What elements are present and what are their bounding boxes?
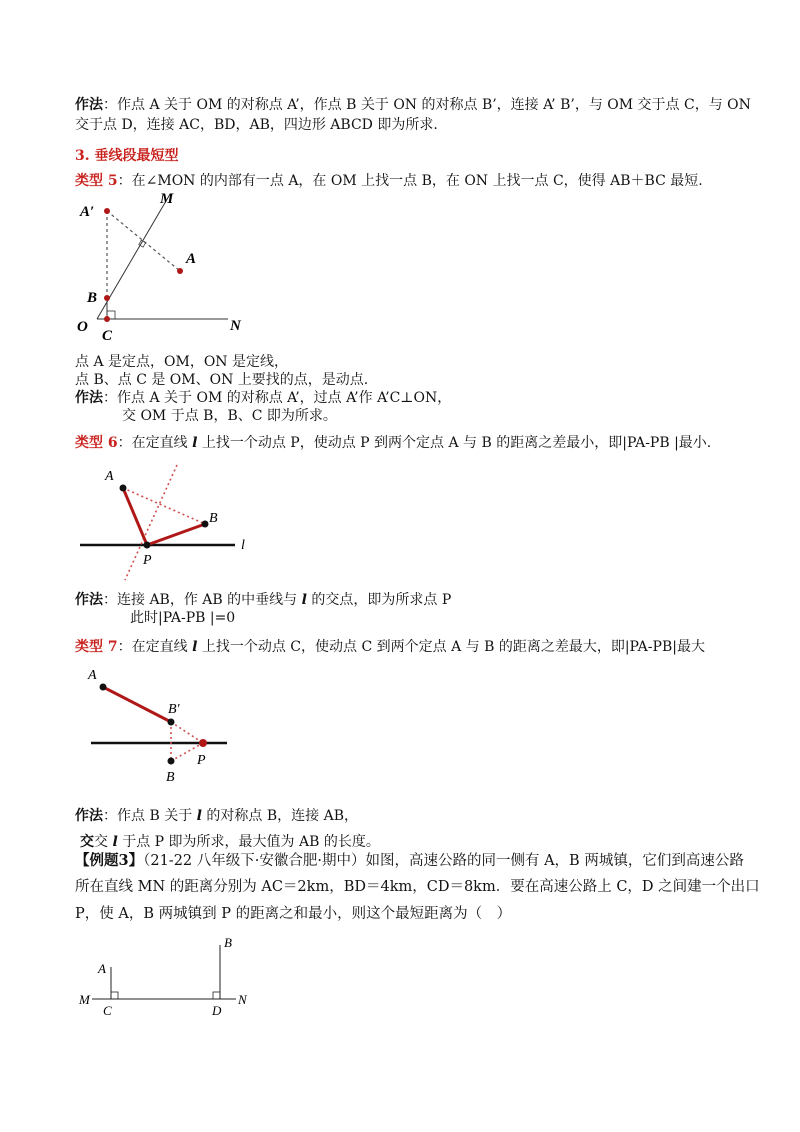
type7-segment-ab1 (103, 687, 171, 722)
type7-method-text-c: 交 (94, 834, 113, 850)
type6-statement (75, 433, 711, 453)
example3-label-d: D (212, 1003, 222, 1018)
type6-segment-pb (147, 524, 205, 545)
type7-dotted-b1-p (171, 722, 203, 743)
type7-point-b1 (168, 719, 175, 726)
example3-label-a: A (98, 961, 106, 976)
type5-point-b (104, 295, 110, 301)
type6-label-l: l (241, 538, 245, 553)
type5-label-b: B (87, 290, 98, 306)
example3-bracket-close: 】 (128, 852, 144, 869)
example3-line-2: 所在直线 MN 的距离分别为 AC＝2km，BD＝4km，CD＝8km．要在高速公路上 C，D 之间建一个出口 (75, 879, 760, 895)
type5-label-m: M (160, 191, 174, 207)
example3-line-1 (75, 851, 744, 871)
type5-label-a1: A′ (80, 204, 95, 220)
intro-text-1: ：作点 A 关于 OM 的对称点 A’，作点 B 关于 ON 的对称点 B’，连接 A’ B’，与 OM 交于点 C，与 ON (103, 97, 751, 113)
type7-method-l: l (196, 808, 202, 824)
example3-right-angle-d (213, 992, 220, 999)
type6-point-a (120, 485, 127, 492)
type5-point-c (104, 316, 110, 322)
type7-label-b: B (166, 770, 175, 785)
type5-method-text-1: ：作点 A 关于 OM 的对称点 A’，过点 A’作 A’C⊥ON， (103, 390, 452, 406)
type5-figure (70, 188, 270, 348)
type6-segment-pa (123, 488, 147, 545)
type6-label: 类型 6 (75, 435, 118, 451)
example3-label: 例题3 (89, 852, 129, 869)
type5-label-a: A (186, 251, 197, 267)
section-3-title: 3. 垂线段最短型 (75, 148, 179, 164)
type6-method-line-1 (75, 590, 451, 610)
example3-bracket-open: 【 (75, 852, 90, 869)
type6-text-a: ：在定直线 (117, 435, 193, 451)
type7-method-l2: l (112, 834, 118, 850)
type7-label-b1: B′ (168, 702, 180, 717)
type6-method-text-a: ：连接 AB，作 AB 的中垂线与 (103, 592, 302, 608)
type6-method-l: l (301, 592, 307, 608)
type5-label-c: C (102, 328, 113, 344)
type6-method-line-2: 此时|PA-PB |=0 (130, 610, 236, 626)
type5-note-1: 点 A 是定点，OM，ON 是定线， (75, 354, 289, 370)
type5-label-o: O (77, 319, 88, 335)
type7-point-a (100, 684, 107, 691)
type5-method-label: 作法 (75, 390, 103, 406)
type5-label: 类型 5 (75, 173, 118, 189)
type5-method-line-2: 交 OM 于点 B，B、C 即为所求。 (122, 408, 337, 424)
example3-right-angle-c (111, 992, 118, 999)
example3-figure (78, 935, 263, 1025)
type7-label: 类型 7 (75, 639, 118, 655)
type7-method-jiao: 交 (80, 834, 94, 850)
intro-line-1 (75, 95, 751, 115)
type6-label-p: P (143, 553, 152, 568)
type6-label-a: A (105, 469, 114, 484)
type5-method-line-1 (75, 388, 451, 408)
type5-point-a1 (104, 208, 110, 214)
type7-label-p: P (197, 753, 206, 768)
example3-label-b: B (224, 935, 232, 950)
type6-point-p (144, 542, 151, 549)
type6-label-b: B (209, 511, 218, 526)
type7-method-text-a: ：作点 B 关于 (103, 808, 197, 824)
intro-line-2: 交于点 D，连接 AC，BD，AB，四边形 ABCD 即为所求. (75, 117, 438, 133)
type6-method-label: 作法 (75, 592, 103, 608)
example3-label-c: C (103, 1003, 112, 1018)
type7-method-line-2 (80, 832, 380, 852)
type7-method-line-1 (75, 806, 358, 826)
type7-method-label: 作法 (75, 808, 103, 824)
type7-text-l: l (192, 639, 198, 655)
example3-label-m: M (79, 992, 90, 1007)
type7-method-text-b: 的对称点 B，连接 AB， (201, 808, 359, 824)
type6-method-text-b: 的交点，即为所求点 P (306, 592, 452, 608)
type5-dashed-a1-a (107, 211, 180, 271)
type6-point-b (202, 521, 209, 528)
example3-text-1: （21-22 八年级下·安徽合肥·期中）如图，高速公路的同一侧有 A，B 两城镇，它们到高速公路 (143, 853, 744, 869)
type7-text-a: ：在定直线 (117, 639, 193, 655)
type5-label-n: N (230, 318, 241, 334)
type6-figure (75, 460, 265, 585)
type7-statement (75, 637, 705, 657)
type7-method-text-d: 于点 P 即为所求，最大值为 AB 的长度。 (117, 834, 380, 850)
example3-label-n: N (238, 992, 247, 1007)
type7-figure (85, 665, 245, 790)
example3-line-3: P，使 A，B 两城镇到 P 的距离之和最小，则这个最短距离为（ ） (75, 906, 512, 922)
type5-text: ：在∠MON 的内部有一点 A，在 OM 上找一点 B，在 ON 上找一点 C，使得 AB＋BC 最短. (117, 173, 703, 189)
type7-text-b: 上找一个动点 C，使动点 C 到两个定点 A 与 B 的距离之差最大，即|PA-PB|最大 (197, 639, 705, 655)
type7-point-p (199, 739, 207, 747)
type7-label-a: A (88, 668, 97, 683)
type7-point-b (168, 758, 175, 765)
type5-point-a (177, 268, 183, 274)
type6-text-l: l (192, 435, 198, 451)
intro-method-label: 作法 (75, 97, 103, 113)
type5-note-2: 点 B、点 C 是 OM、ON 上要找的点，是动点. (75, 372, 369, 388)
type6-text-b: 上找一个动点 P，使动点 P 到两个定点 A 与 B 的距离之差最小，即|PA-PB |最小. (197, 435, 712, 451)
